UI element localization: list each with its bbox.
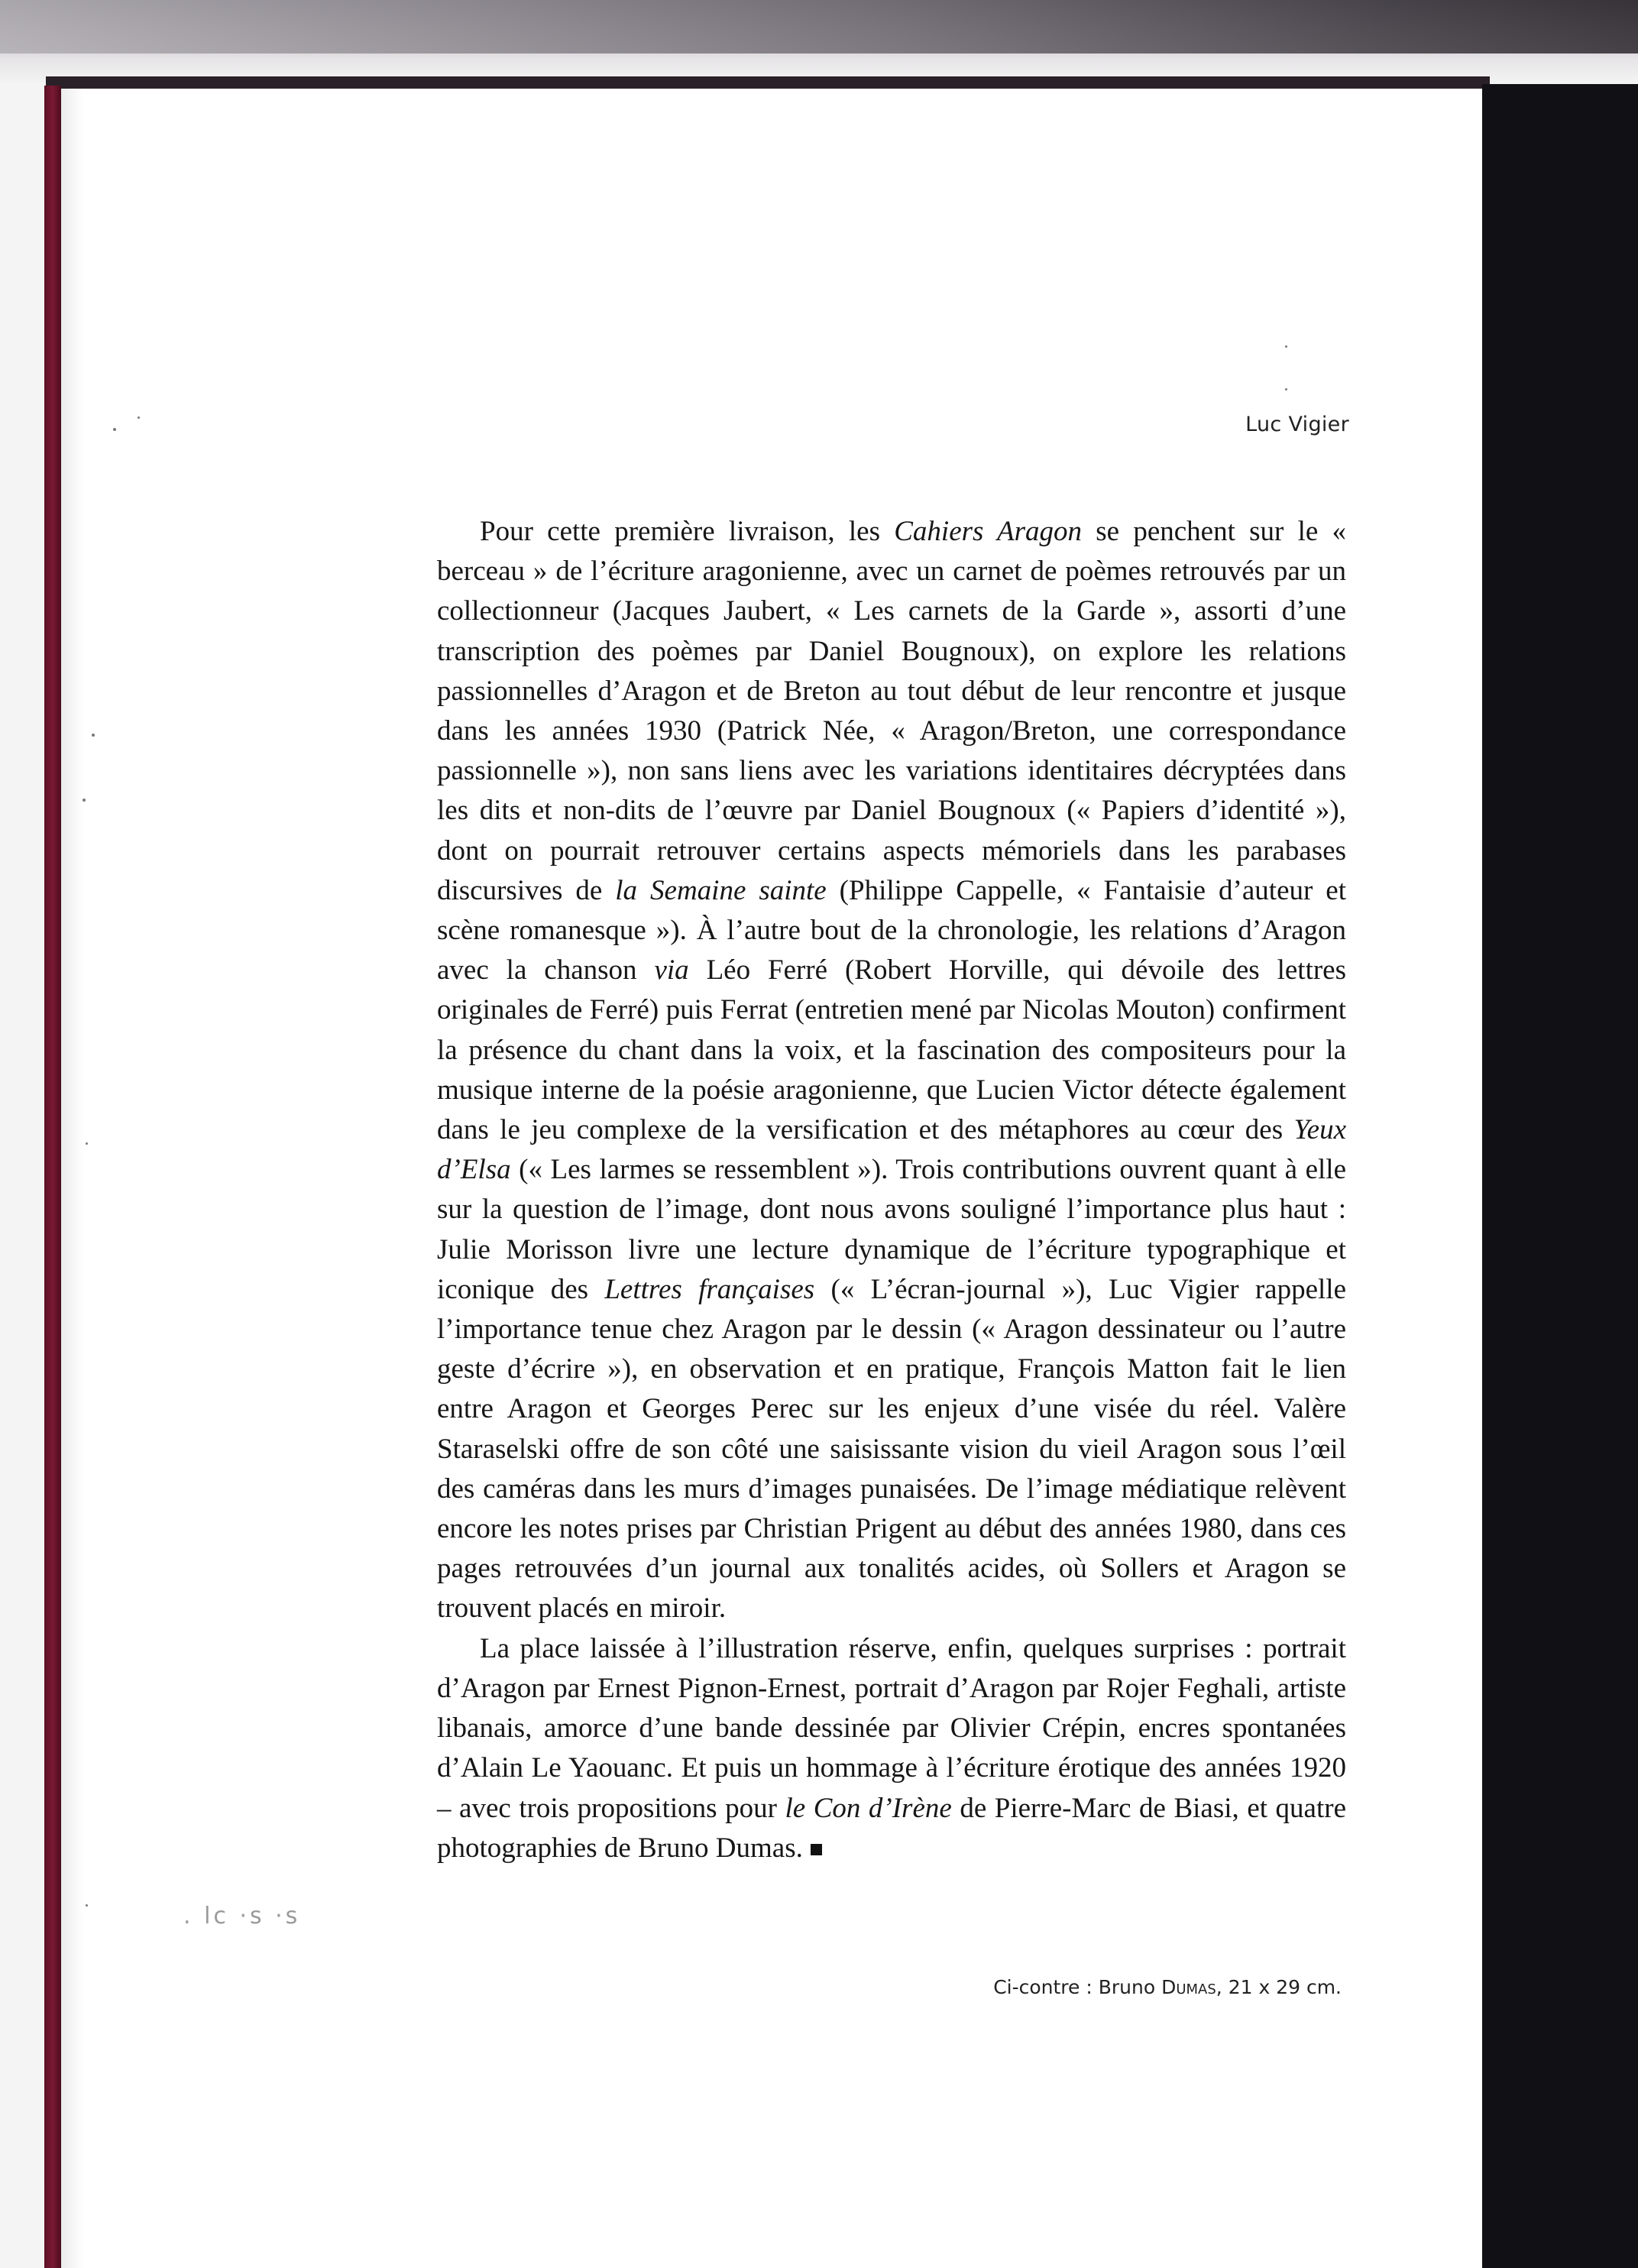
caption-name: Dumas (1161, 1976, 1216, 1998)
scan-speck (1285, 388, 1287, 390)
figure-caption (993, 1976, 1342, 1998)
text-run: de Pierre-Marc de Biasi, et quatre photographies de Bruno Dumas. (437, 1792, 1346, 1864)
scan-speck (92, 734, 95, 737)
text-run: (« Les larmes se ressemblent »). Trois contributions ouvrent quant à elle sur la question de l’image, dont nous avons souligné l’importance plus haut : Julie Morisson livre une lecture dynamique de l’écriture typographique et iconique des (437, 1154, 1346, 1305)
page-gutter-shadow (61, 89, 84, 2268)
text-run: La place laissée à l’illustration réserve, enfin, quelques surprises : portrait d’Aragon par Ernest Pignon-Ernest, portrait d’Aragon par Rojer Feghali, artiste libanais, amorce d’une bande dessinée par Olivier Crépin, encres spontanées d’Alain Le Yaouanc. Et puis un hommage à l’écriture érotique des années 1920 – avec trois propositions pour (437, 1632, 1346, 1824)
scan-speck (113, 428, 116, 431)
margin-mark: . lc ·ꜱ ·ꜱ (183, 1903, 301, 1929)
italic-title: le Con d’Irène (785, 1792, 952, 1824)
scan-speck (86, 1142, 88, 1145)
page-spine (44, 86, 61, 2268)
book-cover (1482, 84, 1638, 2268)
italic-title: Cahiers Aragon (894, 516, 1083, 547)
text-run: se penchent sur le « berceau » de l’écriture aragonienne, avec un carnet de poèmes retrouvés par un collectionneur (Jacques Jaubert, « Les carnets de la Garde », assorti d’une transcription des poèmes par Daniel Bougnoux), on explore les relations passionnelles d’Aragon et de Breton au tout début de leur rencontre et jusque dans les années 1930 (Patrick Née, « Aragon/Breton, une correspondance passionnelle »), non sans liens avec les variations identitaires décryptées dans les dits et non-dits de l’œuvre par Daniel Bougnoux (« Papiers d’identité »), dont on pourrait retrouver certains aspects mémoriels dans les parabases discursives de (437, 516, 1347, 906)
text-run: (Philippe Cappelle, « Fantaisie d’auteur et scène romanesque »). À l’autre bout de la chronologie, les relations d’Aragon avec la chanson (437, 874, 1346, 987)
scan-speck (83, 799, 86, 802)
scan-speck (86, 1904, 88, 1907)
text-run: (« L’écran-journal »), Luc Vigier rappelle l’importance tenue chez Aragon par le dessin (« Aragon dessinateur ou l’autre geste d’écrire »), en observation et en pratique, François Matton fait le lien entre Aragon et Georges Perec sur les enjeux d’une visée du réel. Valère Staraselski offre de son côté une saisissante vision du vieil Aragon sous l’œil des caméras dans les murs d’images punaisées. De l’image médiatique relèvent encore les notes prises par Christian Prigent au début des années 1980, dans ces pages retrouvées d’un journal aux tonalités acides, où Sollers et Aragon se trouvent placés en miroir. (437, 1273, 1346, 1625)
italic-title: la Semaine sainte (615, 874, 827, 906)
end-mark-icon (811, 1844, 822, 1855)
caption-suffix: , 21 x 29 cm. (1216, 1976, 1342, 1998)
text-run: Léo Ferré (Robert Horville, qui dévoile des lettres originales de Ferré) puis Ferrat (entretien mené par Nicolas Mouton) confirment la présence du chant dans la voix, et la fascination des compositeurs pour la musique interne de la poésie aragonienne, que Lucien Victor détecte également dans le jeu complexe de la versification et des métaphores au cœur des (437, 954, 1347, 1146)
italic-title: Yeux d’Elsa (437, 1114, 1346, 1186)
caption-prefix: Ci-contre : Bruno (993, 1976, 1162, 1998)
running-head: Luc Vigier (1245, 413, 1349, 436)
scan-shadow (0, 0, 1638, 53)
text-run: Pour cette première livraison, les (480, 516, 895, 547)
italic-title: Lettres françaises (604, 1273, 815, 1305)
body-text (437, 512, 1346, 1868)
paragraph (437, 1629, 1346, 1868)
italic-title: via (654, 954, 689, 987)
scan-speck (1285, 345, 1287, 348)
scan-speck (138, 416, 140, 419)
paragraph (437, 512, 1346, 1629)
